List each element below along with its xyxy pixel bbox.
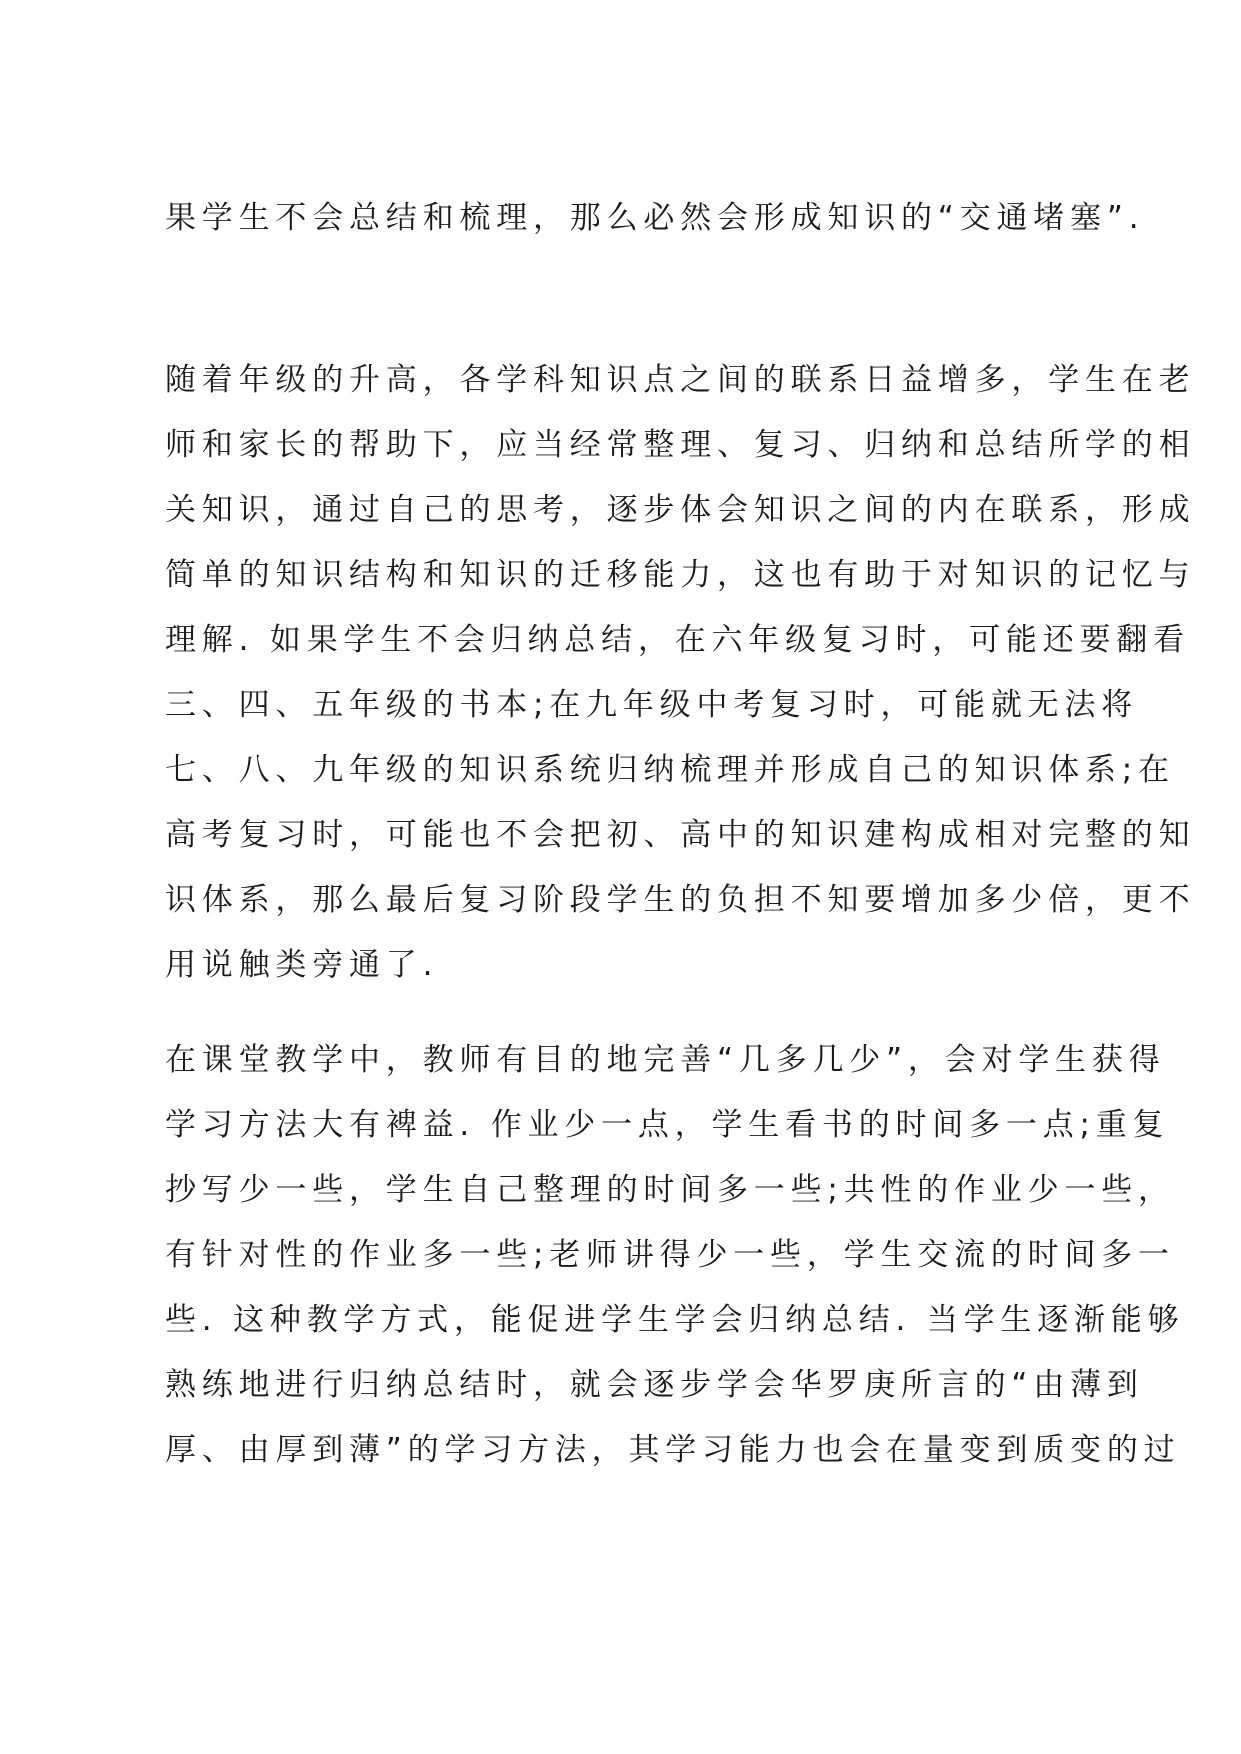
text-line: 简单的知识结构和知识的迁移能力，这也有助于对知识的记忆与 <box>165 557 1196 593</box>
paragraph <box>165 348 1196 998</box>
text-line: 识体系，那么最后复习阶段学生的负担不知要增加多少倍，更不 <box>165 882 1196 918</box>
paragraph <box>165 186 1145 251</box>
text-line: 关知识，通过自己的思考，逐步体会知识之间的内在联系，形成 <box>165 492 1196 528</box>
text-line: 七、八、九年级的知识系统归纳梳理并形成自己的知识体系;在 <box>165 752 1175 788</box>
text-line: 随着年级的升高，各学科知识点之间的联系日益增多，学生在老 <box>165 362 1196 398</box>
text-line: 有针对性的作业多一些;老师讲得少一些，学生交流的时间多一 <box>165 1237 1175 1273</box>
text-line: 师和家长的帮助下，应当经常整理、复习、归纳和总结所学的相 <box>165 427 1196 463</box>
text-line: 理解. 如果学生不会归纳总结，在六年级复习时，可能还要翻看 <box>165 622 1190 658</box>
text-line: 熟练地进行归纳总结时，就会逐步学会华罗庚所言的“由薄到 <box>165 1367 1144 1403</box>
text-line: 在课堂教学中，教师有目的地完善“几多几少”，会对学生获得 <box>165 1042 1166 1078</box>
text-line: 用说触类旁通了. <box>165 947 439 983</box>
text-line: 三、四、五年级的书本;在九年级中考复习时，可能就无法将 <box>165 687 1139 723</box>
text-line: 厚、由厚到薄”的学习方法，其学习能力也会在量变到质变的过 <box>165 1432 1181 1468</box>
paragraph <box>165 1028 1185 1483</box>
text-line: 抄写少一些，学生自己整理的时间多一些;共性的作业少一些， <box>165 1172 1175 1208</box>
text-line: 果学生不会总结和梳理，那么必然会形成知识的“交通堵塞”. <box>165 200 1145 236</box>
text-line: 学习方法大有裨益. 作业少一点，学生看书的时间多一点;重复 <box>165 1107 1170 1143</box>
text-line: 高考复习时，可能也不会把初、高中的知识建构成相对完整的知 <box>165 817 1196 853</box>
text-line: 些. 这种教学方式，能促进学生学会归纳总结. 当学生逐渐能够 <box>165 1302 1185 1338</box>
